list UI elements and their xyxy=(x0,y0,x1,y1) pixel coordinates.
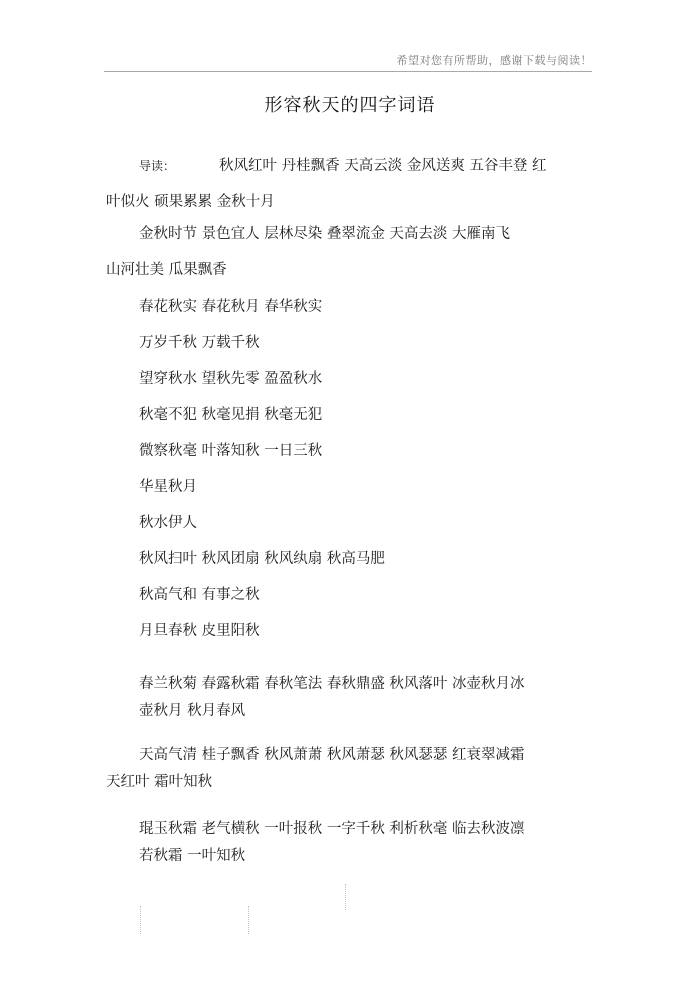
paragraph-1-line-2: 山河壮美 瓜果飘香 xyxy=(106,262,227,278)
paragraph-4-line-2: 若秋霜 一叶知秋 xyxy=(139,848,246,864)
intro-paragraph xyxy=(106,148,594,220)
intro-label: 导读： xyxy=(139,159,176,173)
paragraph-2-line-1: 春兰秋菊 春露秋霜 春秋笔法 春秋鼎盛 秋风落叶 冰壶秋月冰 xyxy=(139,676,525,692)
list-item: 微察秋毫 叶落知秋 一日三秋 xyxy=(139,443,323,459)
intro-line-1: 秋风红叶 丹桂飘香 天高云淡 金风送爽 五谷丰登 红 xyxy=(219,158,547,174)
margin-mark xyxy=(345,884,346,910)
page-title: 形容秋天的四字词语 xyxy=(264,95,436,116)
word-list xyxy=(106,289,594,649)
paragraph-1 xyxy=(106,216,594,288)
paragraph-4-line-1: 琨玉秋霜 老气横秋 一叶报秋 一字千秋 利析秋毫 临去秋波凛 xyxy=(139,821,525,837)
list-item: 月旦春秋 皮里阳秋 xyxy=(139,623,260,639)
list-item: 万岁千秋 万载千秋 xyxy=(139,335,260,351)
list-item: 望穿秋水 望秋先零 盈盈秋水 xyxy=(139,371,323,387)
list-item: 春花秋实 春花秋月 春华秋实 xyxy=(139,299,323,315)
header-divider xyxy=(104,71,592,72)
paragraph-4 xyxy=(106,816,594,870)
paragraph-2-line-2: 壶秋月 秋月春风 xyxy=(139,703,246,719)
intro-line-2: 叶似火 硕果累累 金秋十月 xyxy=(106,194,275,210)
margin-mark xyxy=(248,906,249,934)
list-item: 秋风扫叶 秋风团扇 秋风纨扇 秋高马肥 xyxy=(139,551,385,567)
paragraph-2 xyxy=(106,671,594,725)
paragraph-3-line-1: 天高气清 桂子飘香 秋风萧萧 秋风萧瑟 秋风瑟瑟 红衰翠减霜 xyxy=(139,747,525,763)
list-item: 秋毫不犯 秋毫见捐 秋毫无犯 xyxy=(139,407,323,423)
paragraph-1-line-1: 金秋时节 景色宜人 层林尽染 叠翠流金 天高去淡 大雁南飞 xyxy=(139,226,511,242)
list-item: 华星秋月 xyxy=(139,479,197,495)
paragraph-3 xyxy=(106,742,594,796)
header-note: 希望对您有所帮助，感谢下载与阅读！ xyxy=(396,54,592,67)
margin-mark xyxy=(140,906,141,934)
paragraph-3-line-2: 天红叶 霜叶知秋 xyxy=(106,774,213,790)
list-item: 秋水伊人 xyxy=(139,515,197,531)
list-item: 秋高气和 有事之秋 xyxy=(139,587,260,603)
